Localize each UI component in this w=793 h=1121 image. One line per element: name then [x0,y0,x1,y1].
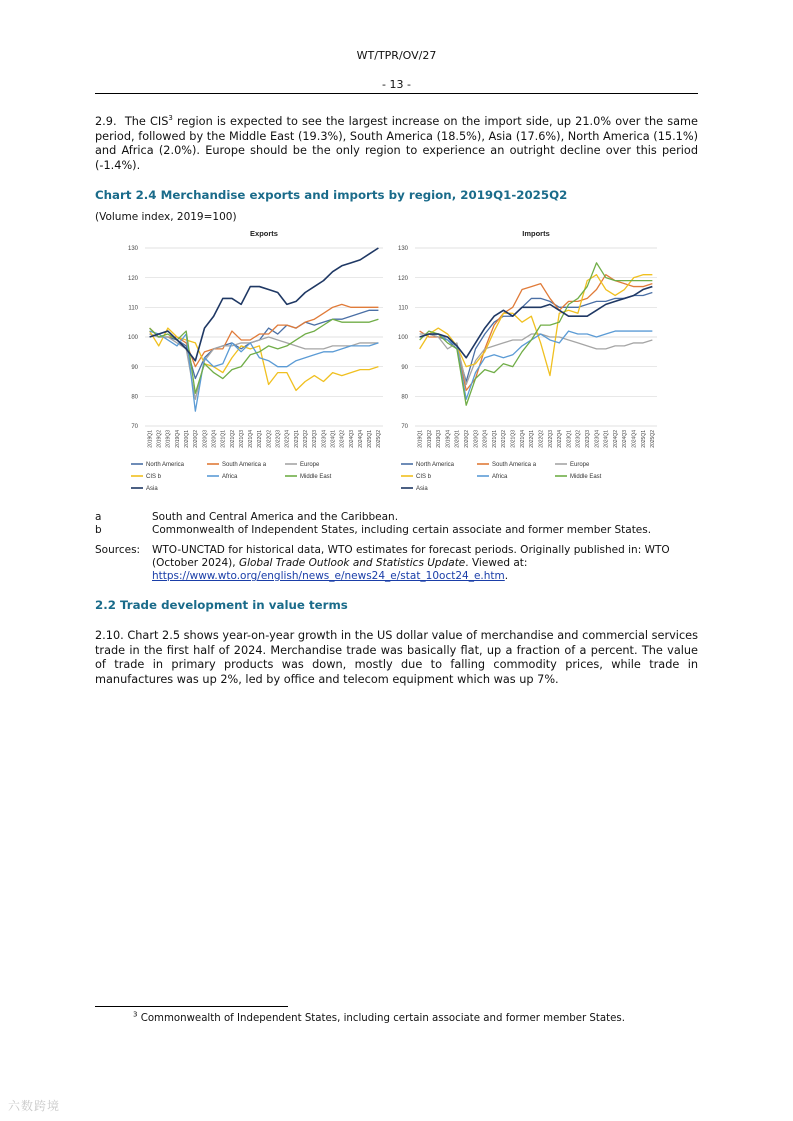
x-tick-label: 2022Q4 [557,430,564,448]
y-tick-label: 90 [131,364,138,371]
x-tick-label: 2020Q2 [193,430,200,448]
x-tick-label: 2022Q2 [538,430,545,448]
sources-line-2a: (October 2024), [152,557,239,569]
y-tick-label: 90 [401,364,408,371]
sources-label: Sources: [95,544,141,556]
legend-label: South America a [222,462,267,468]
x-tick-label: 2023Q4 [594,430,601,448]
x-tick-label: 2019Q2 [156,430,163,448]
y-tick-label: 110 [128,305,138,312]
series-line-europe [420,334,653,384]
page-number: - 13 - [382,78,411,91]
x-tick-label: 2022Q2 [266,430,273,448]
x-tick-label: 2019Q4 [445,430,452,448]
x-tick-label: 2021Q1 [220,430,227,448]
y-tick-label: 120 [127,275,138,282]
y-tick-label: 70 [131,424,138,431]
x-tick-label: 2021Q4 [248,430,255,448]
x-tick-label: 2023Q3 [312,430,319,448]
legend-label: Middle East [300,474,332,480]
exports-chart [128,229,383,492]
sources-publication: Global Trade Outlook and Statistics Update [238,557,466,569]
x-tick-label: 2020Q1 [454,430,461,448]
series-line-north-america [150,310,379,378]
x-tick-label: 2022Q3 [275,430,282,448]
section-heading: 2.2 Trade development in value terms [95,598,348,612]
sources-text [152,544,698,583]
legend-label: Africa [222,474,238,480]
note-key: b [95,524,102,536]
x-tick-label: 2020Q3 [473,430,480,448]
x-tick-label: 2023Q3 [584,430,591,448]
panel-title: Exports [250,229,278,238]
paragraph-text-b: region is expected to see the largest increase on the import side, up 21.0% over the same period, followed by the Middle East (19.3%), South America (18.5%), Asia (17.6%), North America (15.1%) and Africa (2.0%). Europe should be the only region to experience an outright decline over this period (-1.4%). [95,115,698,172]
y-tick-label: 100 [127,335,138,342]
series-line-south-america-a [150,304,379,366]
chart-figure [95,225,698,500]
x-tick-label: 2021Q3 [238,430,245,448]
note-key: a [95,511,102,523]
header-rule [95,93,698,94]
x-tick-label: 2023Q1 [566,430,573,448]
series-line-africa [150,331,379,411]
x-tick-label: 2019Q3 [165,430,172,448]
x-tick-label: 2020Q1 [183,430,190,448]
legend-label: Asia [146,486,158,492]
y-tick-label: 130 [127,246,138,253]
x-tick-label: 2024Q4 [357,430,364,448]
footnote-rule [95,1006,288,1007]
footnote-text: Commonwealth of Independent States, including certain associate and former member States. [137,1013,625,1024]
x-tick-label: 2025Q1 [640,430,647,448]
y-tick-label: 100 [397,335,408,342]
x-tick-label: 2025Q2 [376,430,383,448]
series-line-africa [420,331,653,399]
y-tick-label: 70 [401,424,408,431]
y-tick-label: 130 [397,246,408,253]
document-id: WT/TPR/OV/27 [356,49,437,62]
y-tick-label: 80 [131,394,138,401]
legend-label: Europe [300,462,320,468]
x-tick-label: 2024Q4 [631,430,638,448]
legend-label: Middle East [570,474,602,480]
y-tick-label: 80 [401,394,408,401]
x-tick-label: 2021Q1 [491,430,498,448]
x-tick-label: 2023Q2 [302,430,309,448]
paragraph-number: 2.9. [95,115,117,128]
x-tick-label: 2022Q3 [547,430,554,448]
x-tick-label: 2022Q1 [529,430,536,448]
sources-link[interactable]: https://www.wto.org/english/news_e/news24_e/stat_10oct24_e.htm [152,570,505,582]
x-tick-label: 2022Q4 [284,430,291,448]
sources-line-1: WTO-UNCTAD for historical data, WTO estimates for forecast periods. Originally published in: WTO [152,544,670,556]
x-tick-label: 2019Q4 [174,430,181,448]
legend-label: CIS b [146,474,162,480]
y-tick-label: 120 [397,275,408,282]
x-tick-label: 2021Q2 [501,430,508,448]
y-tick-label: 110 [398,305,408,312]
sources-link-tail: . [504,570,509,582]
panel-title: Imports [522,229,550,238]
series-line-cis-b [420,275,653,376]
sources-line-2 [152,557,698,570]
legend-label: CIS b [416,474,432,480]
x-tick-label: 2019Q3 [436,430,443,448]
legend-label: Africa [492,474,508,480]
x-tick-label: 2023Q1 [293,430,300,448]
x-tick-label: 2021Q4 [519,430,526,448]
legend-label: Europe [570,462,590,468]
legend-label: North America [416,462,455,468]
note-text: South and Central America and the Caribbean. [152,511,399,523]
x-tick-label: 2020Q4 [482,430,489,448]
legend-label: North America [146,462,185,468]
x-tick-label: 2021Q3 [510,430,517,448]
x-tick-label: 2022Q1 [257,430,264,448]
legend-label: Asia [416,486,428,492]
legend-label: South America a [492,462,537,468]
x-tick-label: 2020Q2 [463,430,470,448]
x-tick-label: 2023Q2 [575,430,582,448]
x-tick-label: 2025Q1 [367,430,374,448]
sources-line-3 [152,570,698,583]
x-tick-label: 2025Q2 [650,430,657,448]
x-tick-label: 2019Q1 [147,430,154,448]
x-tick-label: 2023Q4 [321,430,328,448]
x-tick-label: 2019Q2 [426,430,433,448]
x-tick-label: 2024Q2 [339,430,346,448]
footnote-ref[interactable]: 3 [168,114,173,123]
paragraph-text-a: The CIS [124,115,169,128]
x-tick-label: 2024Q3 [622,430,629,448]
paragraph-2-9 [95,115,698,173]
x-tick-label: 2020Q4 [211,430,218,448]
sources-line-2b: . Viewed at: [465,557,528,569]
chart-title: Chart 2.4 Merchandise exports and imports by region, 2019Q1-2025Q2 [95,188,568,202]
x-tick-label: 2024Q1 [330,430,337,448]
chart-subtitle: (Volume index, 2019=100) [95,211,237,223]
imports-chart [398,229,657,492]
x-tick-label: 2021Q2 [229,430,236,448]
note-text: Commonwealth of Independent States, including certain associate and former member States. [152,524,652,536]
x-tick-label: 2024Q2 [612,430,619,448]
x-tick-label: 2020Q3 [202,430,209,448]
x-tick-label: 2024Q3 [348,430,355,448]
series-line-middle-east [150,319,379,393]
footnote-number: 3 [133,1010,138,1019]
x-tick-label: 2019Q1 [417,430,424,448]
paragraph-2-10: 2.10. Chart 2.5 shows year-on-year growth in the US dollar value of merchandise and commercial services trade in the first half of 2024. Merchandise trade was basically flat, up a fraction of a percent. The value of trade in primary products was down, mostly due to falling commodity prices, while trade in manufactures was up 2%, led by office and telecom equipment which was up 7%. [95,629,698,686]
x-tick-label: 2024Q1 [603,430,610,448]
watermark: 六数跨境 [8,1099,61,1113]
footnote [133,1010,625,1024]
